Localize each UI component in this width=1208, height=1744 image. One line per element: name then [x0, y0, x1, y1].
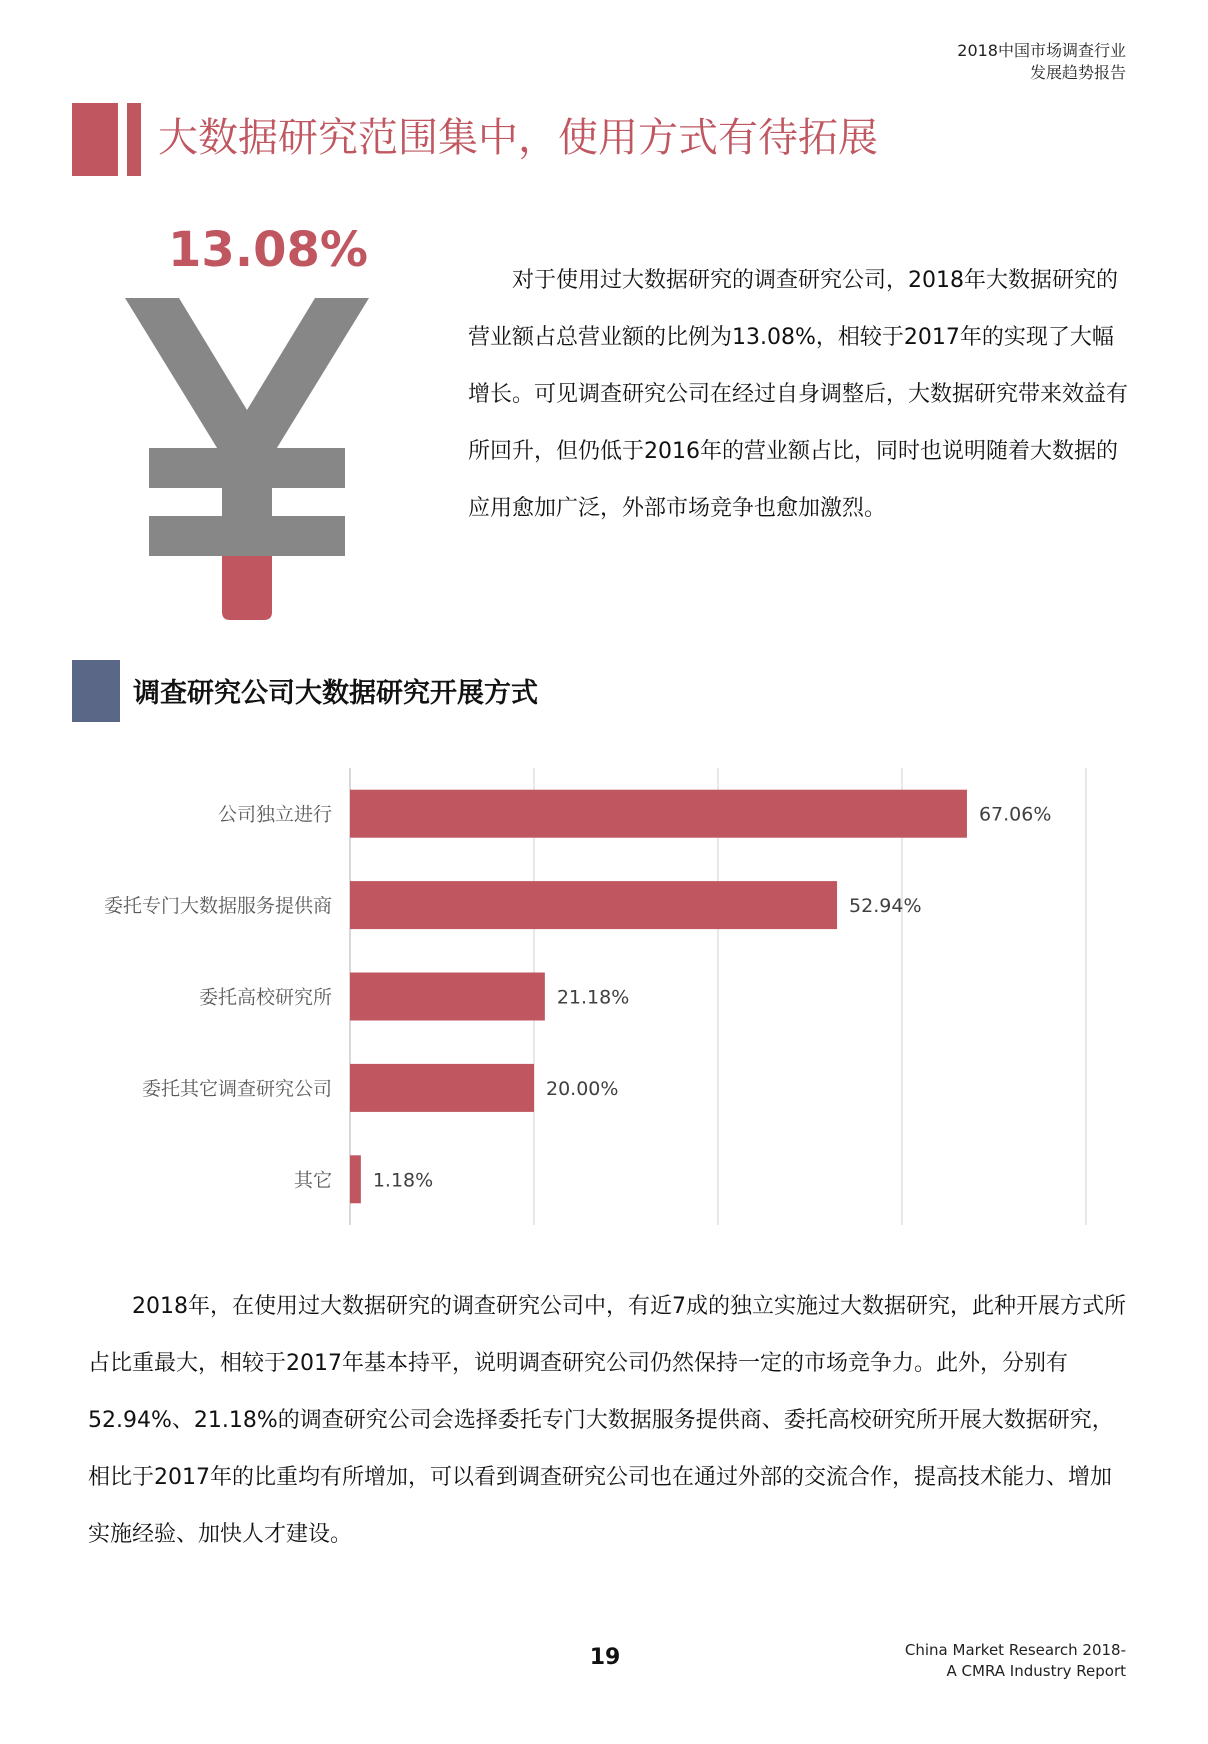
chart-category-label: 其它	[293, 1169, 332, 1192]
section-title: 调查研究公司大数据研究开展方式	[133, 678, 538, 709]
report-header-line1: 2018中国市场调查行业	[957, 41, 1126, 60]
chart-bar	[350, 881, 837, 929]
title-accent-bar	[72, 103, 118, 176]
chart-data-label: 20.00%	[546, 1077, 619, 1100]
chart-bar	[350, 790, 967, 838]
page-title: 大数据研究范围集中，使用方式有待拓展	[158, 115, 878, 161]
chart-category-label: 委托高校研究所	[198, 986, 332, 1009]
chart-category-labels	[104, 804, 332, 1192]
chart-data-label: 67.06%	[978, 803, 1052, 826]
yen-left-arm	[125, 298, 369, 456]
yen-stem	[222, 448, 272, 556]
footer-line1: China Market Research 2018-	[904, 1641, 1126, 1659]
chart-bars	[350, 790, 967, 1204]
chart-data-label: 1.18%	[372, 1169, 434, 1192]
body-paragraph: 2018年，在使用过大数据研究的调查研究公司中，有近7成的独立实施过大数据研究，此种开展方式所占比重最大，相较于2017年基本持平，说明调查研究公司仍然保持一定的市场竞争力。此外，分别有52.94%、21.18%的调查研究公司会选择委托专门大数据服务提供商、委托高校研究所开展大数据研究，相比于2017年的比重均有所增加，可以看到调查研究公司也在通过外部的交流合作，提高技术能力、增加实施经验、加快人才建设。	[88, 1294, 1126, 1547]
bar-chart	[60, 760, 1100, 1230]
chart-bar	[350, 1064, 534, 1112]
yen-symbol-icon	[125, 298, 370, 620]
chart-category-label: 委托其它调查研究公司	[141, 1077, 332, 1100]
chart-data-label: 21.18%	[556, 986, 630, 1009]
section-marker	[72, 660, 120, 722]
footer-line2: A CMRA Industry Report	[946, 1662, 1126, 1680]
report-header-line2: 发展趋势报告	[1029, 63, 1126, 82]
chart-bar	[350, 973, 545, 1021]
yen-stem-base	[222, 556, 272, 620]
chart-bar	[350, 1155, 361, 1203]
chart-category-label: 委托专门大数据服务提供商	[103, 895, 332, 918]
report-header	[957, 40, 1126, 84]
chart-category-label: 公司独立进行	[217, 803, 332, 826]
big-percent-figure: 13.08%	[168, 222, 368, 278]
title-accent-stripe	[127, 103, 141, 176]
chart-data-label: 52.94%	[849, 895, 922, 918]
page-number: 19	[589, 1645, 621, 1670]
intro-paragraph: 对于使用过大数据研究的调查研究公司，2018年大数据研究的营业额占总营业额的比例为13.08%，相较于2017年的实现了大幅增长。可见调查研究公司在经过自身调整后，大数据研究带来效益有所回升，但仍低于2016年的营业额占比，同时也说明随着大数据的应用愈加广泛，外部市场竞争也愈加激烈。	[468, 268, 1129, 521]
footer-report-name	[905, 1640, 1126, 1682]
